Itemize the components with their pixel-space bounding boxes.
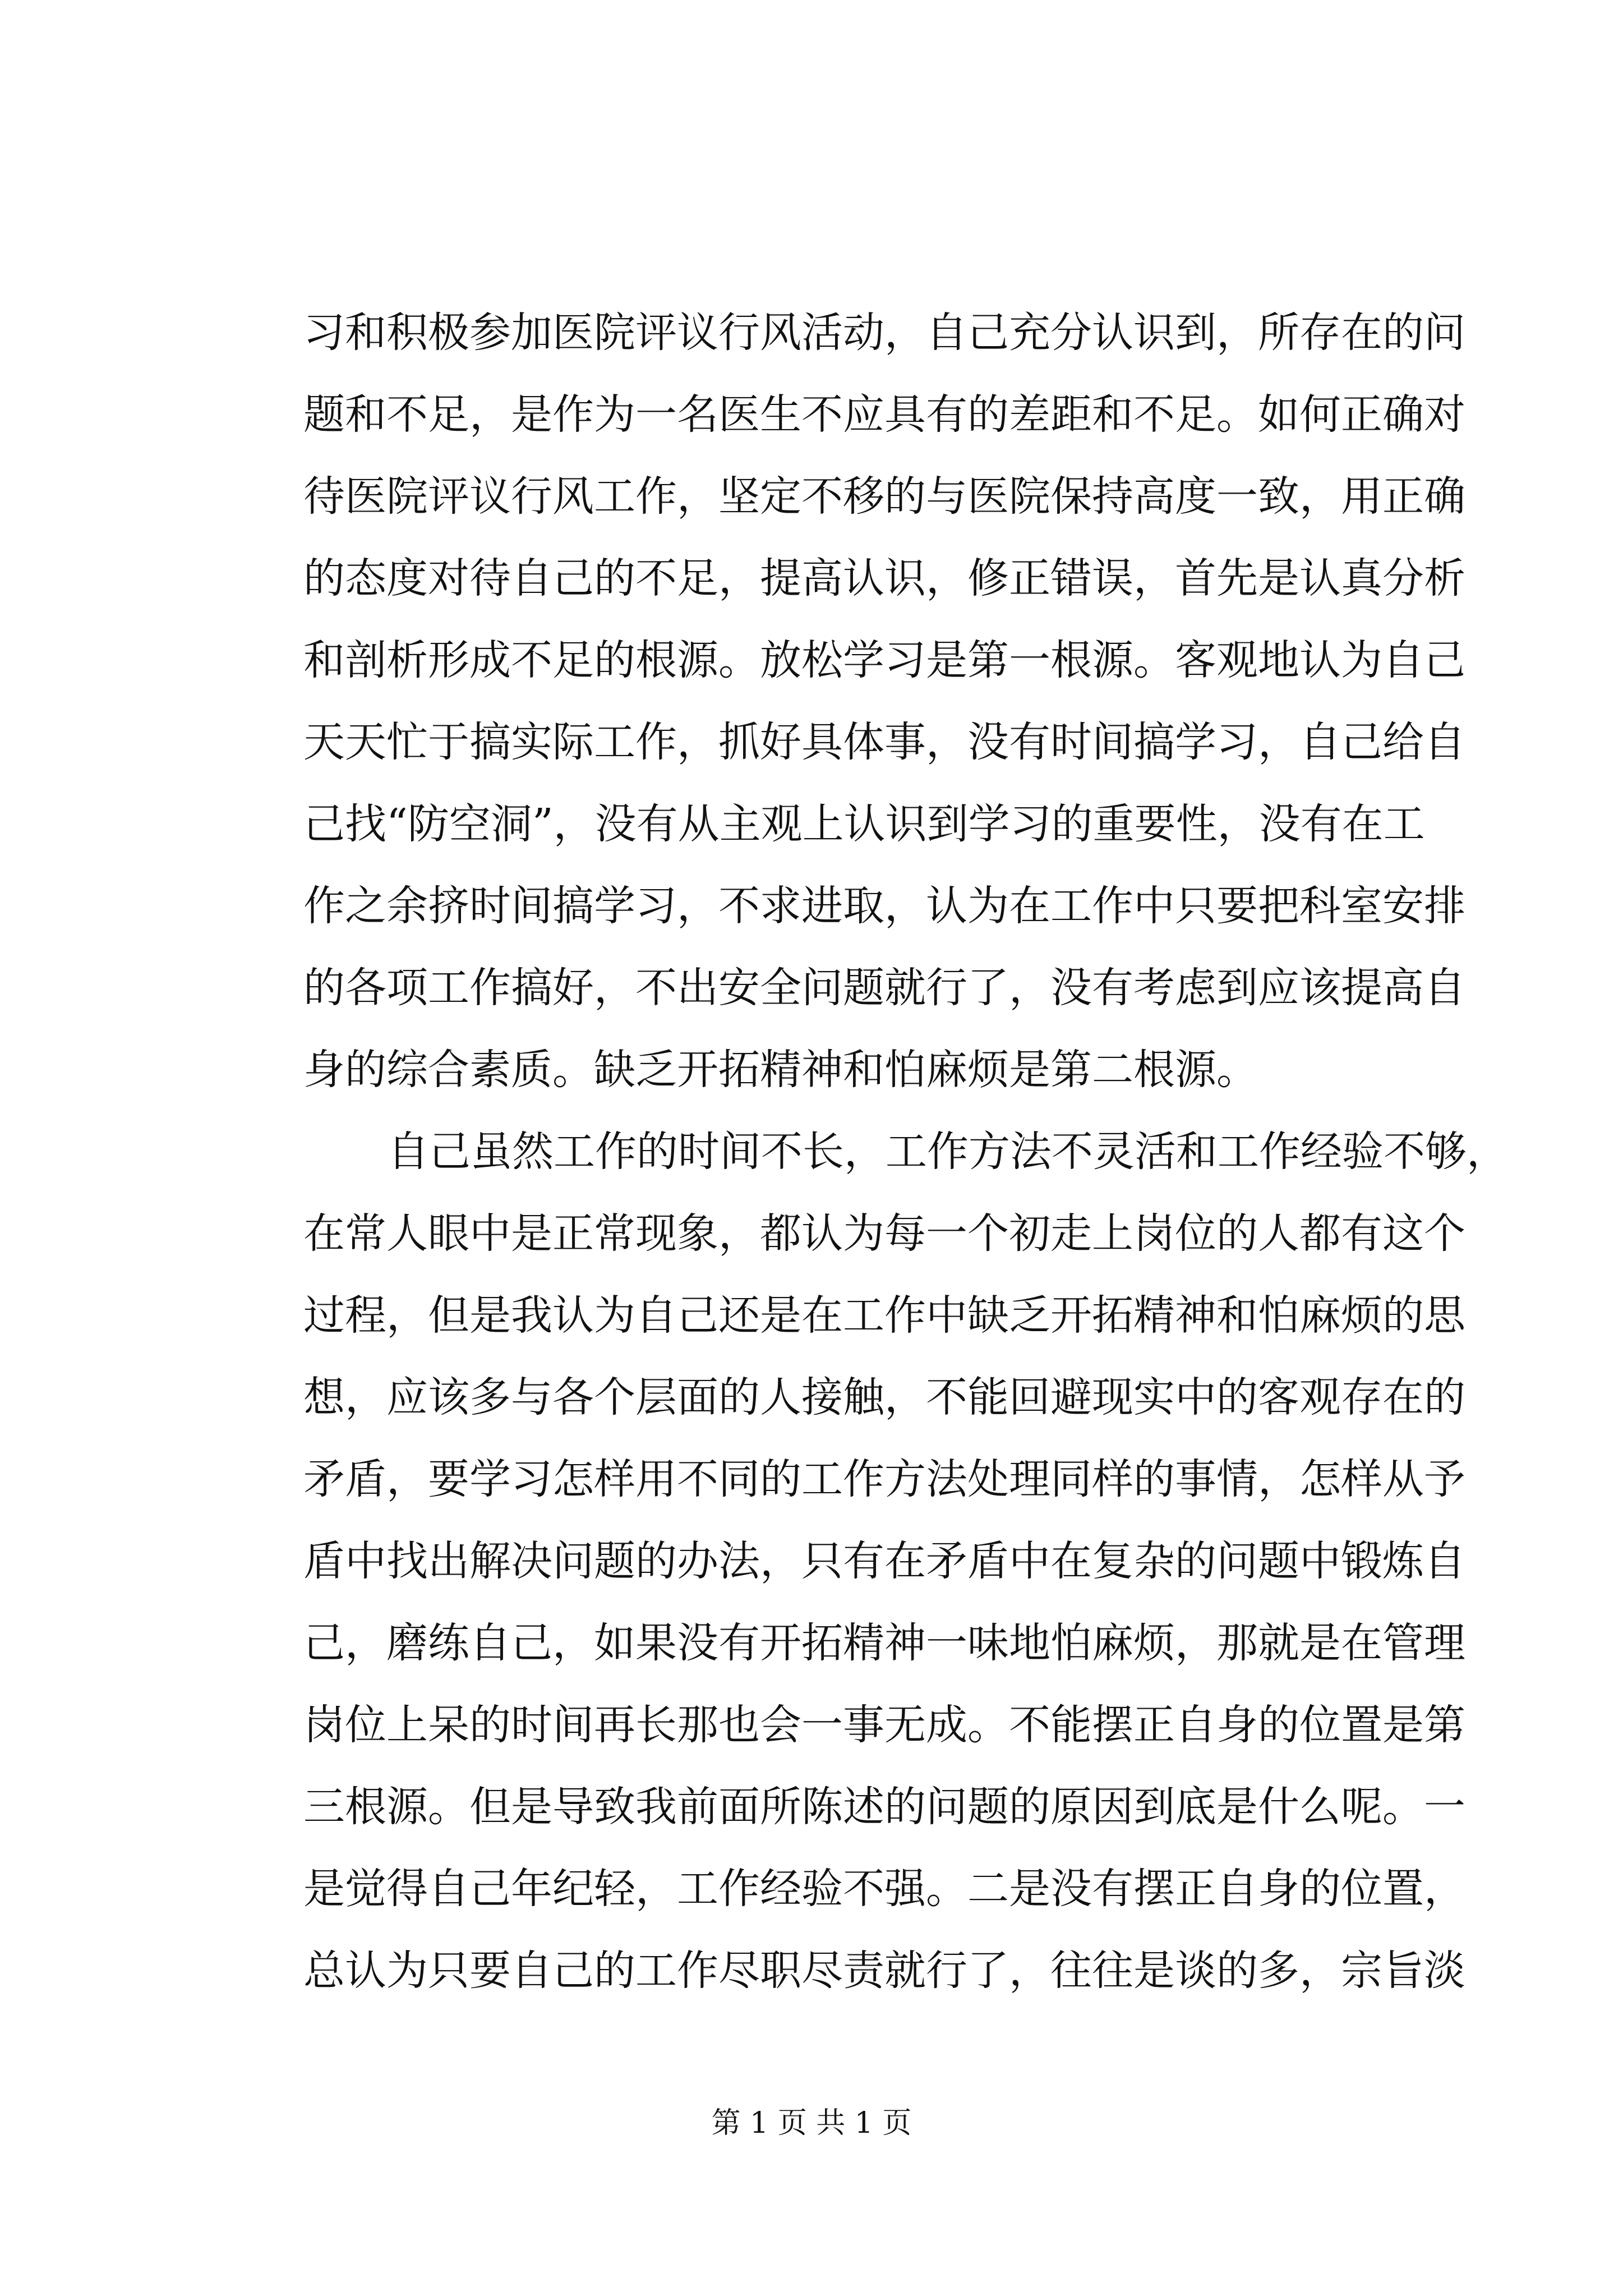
text-line: 过程，但是我认为自己还是在工作中缺乏开拓精神和怕麻烦的思 <box>303 1291 1465 1340</box>
text-line: 三根源。但是导致我前面所陈述的问题的原因到底是什么呢。一 <box>303 1783 1465 1831</box>
text-line: 的各项工作搞好，不出安全问题就行了，没有考虑到应该提高自 <box>303 964 1465 1012</box>
paragraph-1 <box>303 292 1465 1111</box>
text-line: 己找“防空洞”，没有从主观上认识到学习的重要性，没有在工 <box>303 800 1425 848</box>
text-line: 总认为只要自己的工作尽职尽责就行了，往往是谈的多，宗旨淡 <box>303 1947 1465 1995</box>
paragraph-2 <box>303 1111 1508 2012</box>
text-line: 待医院评议行风工作，坚定不移的与医院保持高度一致，用正确 <box>303 472 1465 521</box>
text-line: 天天忙于搞实际工作，抓好具体事，没有时间搞学习，自己给自 <box>303 718 1465 766</box>
text-line: 自己虽然工作的时间不长，工作方法不灵活和工作经验不够， <box>388 1128 1508 1176</box>
text-line: 作之余挤时间搞学习，不求进取，认为在工作中只要把科室安排 <box>303 882 1465 930</box>
text-line: 盾中找出解决问题的办法，只有在矛盾中在复杂的问题中锻炼自 <box>303 1537 1465 1585</box>
text-line: 岗位上呆的时间再长那也会一事无成。不能摆正自身的位置是第 <box>303 1701 1465 1749</box>
text-line: 矛盾，要学习怎样用不同的工作方法处理同样的事情，怎样从予 <box>303 1455 1465 1503</box>
text-line: 题和不足，是作为一名医生不应具有的差距和不足。如何正确对 <box>303 390 1465 439</box>
text-line: 习和积极参加医院评议行风活动，自己充分认识到，所存在的问 <box>303 309 1465 357</box>
text-line: 想，应该多与各个层面的人接触，不能回避现实中的客观存在的 <box>303 1373 1465 1421</box>
text-line: 在常人眼中是正常现象，都认为每一个初走上岗位的人都有这个 <box>303 1209 1465 1258</box>
page-footer: 第 1 页 共 1 页 <box>711 2106 912 2140</box>
text-line: 己，磨练自己，如果没有开拓精神一味地怕麻烦，那就是在管理 <box>303 1619 1465 1667</box>
text-line: 和剖析形成不足的根源。放松学习是第一根源。客观地认为自己 <box>303 636 1465 684</box>
document-body <box>303 292 1508 2012</box>
text-line: 是觉得自己年纪轻，工作经验不强。二是没有摆正自身的位置， <box>303 1865 1465 1913</box>
text-line: 身的综合素质。缺乏开拓精神和怕麻烦是第二根源。 <box>303 1046 1258 1094</box>
text-line: 的态度对待自己的不足，提高认识，修正错误，首先是认真分析 <box>303 554 1465 602</box>
